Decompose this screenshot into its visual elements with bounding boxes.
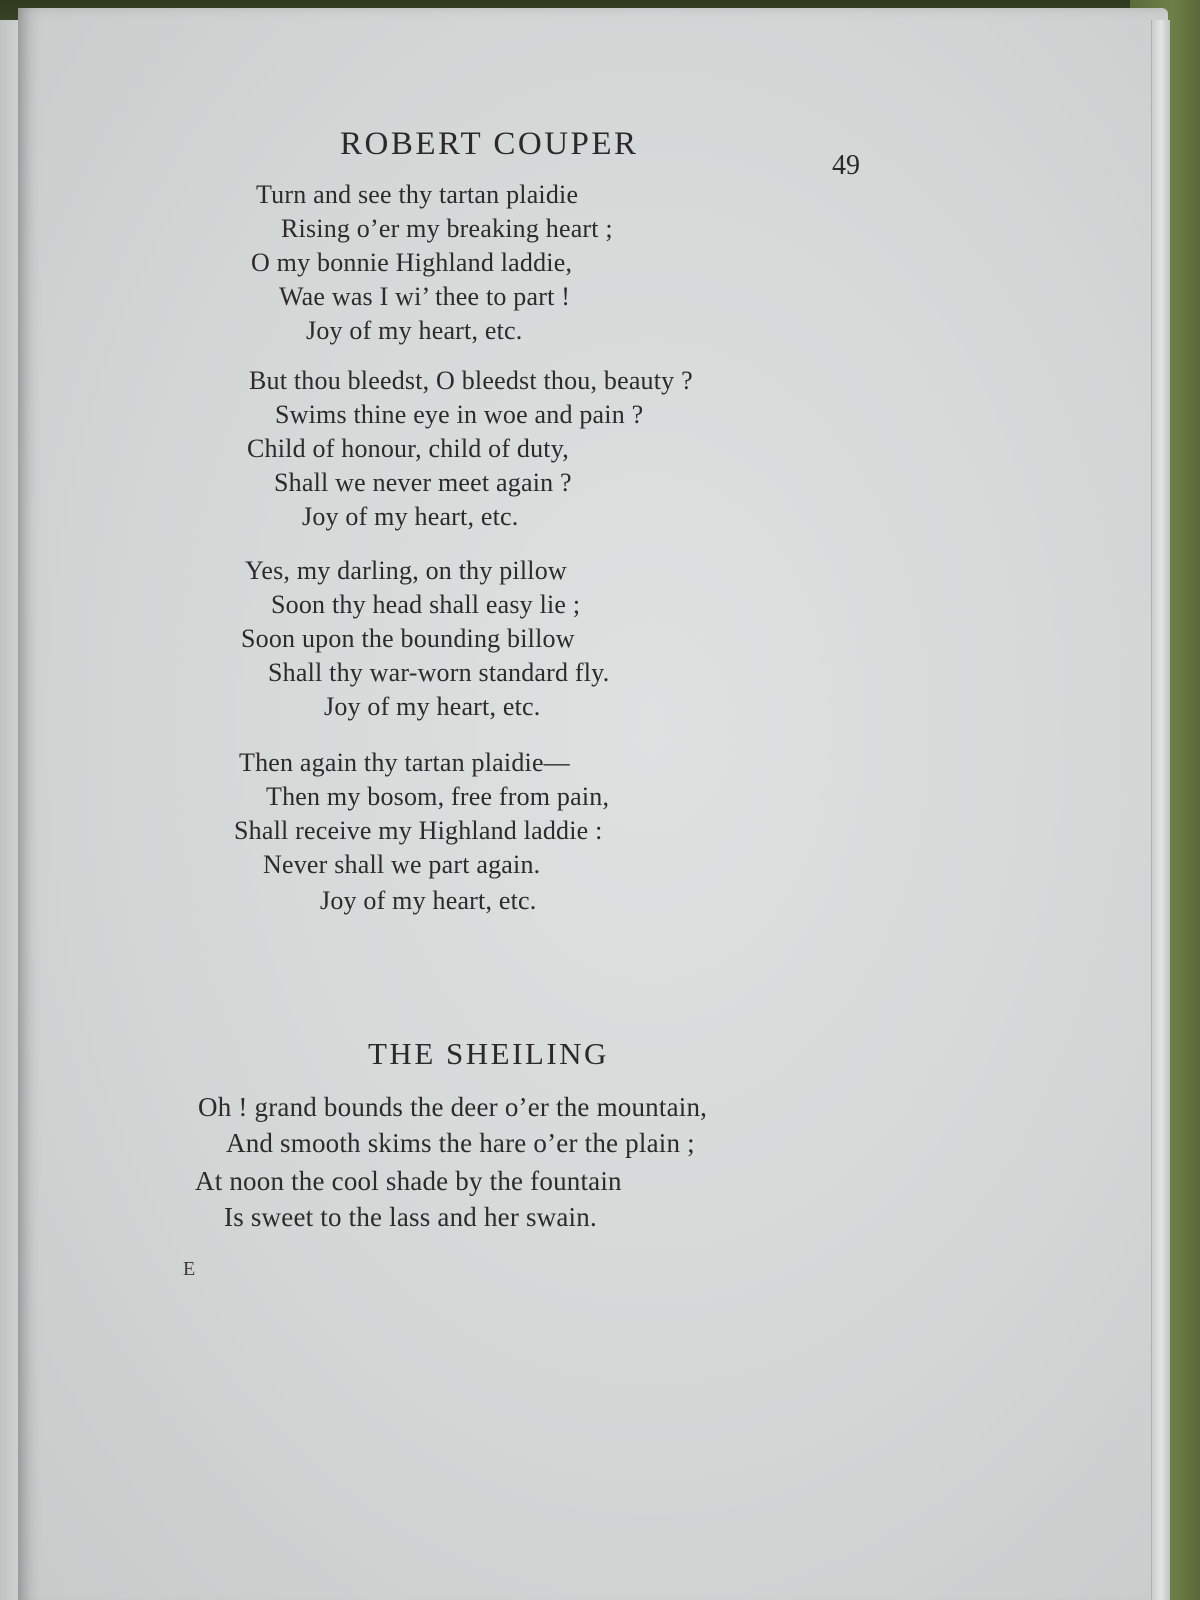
poem-line: Swims thine eye in woe and pain ? [275, 400, 644, 429]
poem-line: Wae was I wi’ thee to part ! [279, 282, 571, 311]
running-head: ROBERT COUPER [340, 126, 639, 162]
poem-line: Never shall we part again. [263, 850, 541, 879]
poem-line: Shall we never meet again ? [274, 468, 572, 497]
poem-line: Shall receive my Highland laddie : [234, 816, 603, 845]
poem-line: Then my bosom, free from pain, [266, 782, 610, 811]
poem-line: O my bonnie Highland laddie, [251, 248, 573, 277]
signature-mark: E [183, 1258, 196, 1280]
refrain-line: Joy of my heart, etc. [302, 502, 519, 531]
page-fore-edge [1151, 20, 1170, 1600]
poem-line: Turn and see thy tartan plaidie [256, 180, 579, 209]
poem-line: Child of honour, child of duty, [247, 434, 569, 463]
poem-line: Shall thy war-worn standard fly. [268, 658, 610, 687]
refrain-line: Joy of my heart, etc. [324, 692, 541, 721]
poem-line: Soon thy head shall easy lie ; [271, 590, 581, 619]
book-page [18, 8, 1168, 1600]
poem-line: Oh ! grand bounds the deer o’er the mountain, [198, 1092, 708, 1122]
page-number: 49 [832, 150, 860, 181]
poem-line: Then again thy tartan plaidie— [239, 748, 570, 777]
poem-line: Soon upon the bounding billow [241, 624, 575, 653]
poem-line: Rising o’er my breaking heart ; [281, 214, 613, 243]
refrain-line: Joy of my heart, etc. [320, 886, 537, 915]
poem-line: Yes, my darling, on thy pillow [245, 556, 567, 585]
refrain-line: Joy of my heart, etc. [306, 316, 523, 345]
section-title: THE SHEILING [368, 1036, 609, 1071]
poem-line: And smooth skims the hare o’er the plain ; [226, 1128, 695, 1158]
poem-line: But thou bleedst, O bleedst thou, beauty ? [249, 366, 693, 395]
poem-line: Is sweet to the lass and her swain. [224, 1202, 597, 1232]
poem-line: At noon the cool shade by the fountain [195, 1166, 622, 1196]
